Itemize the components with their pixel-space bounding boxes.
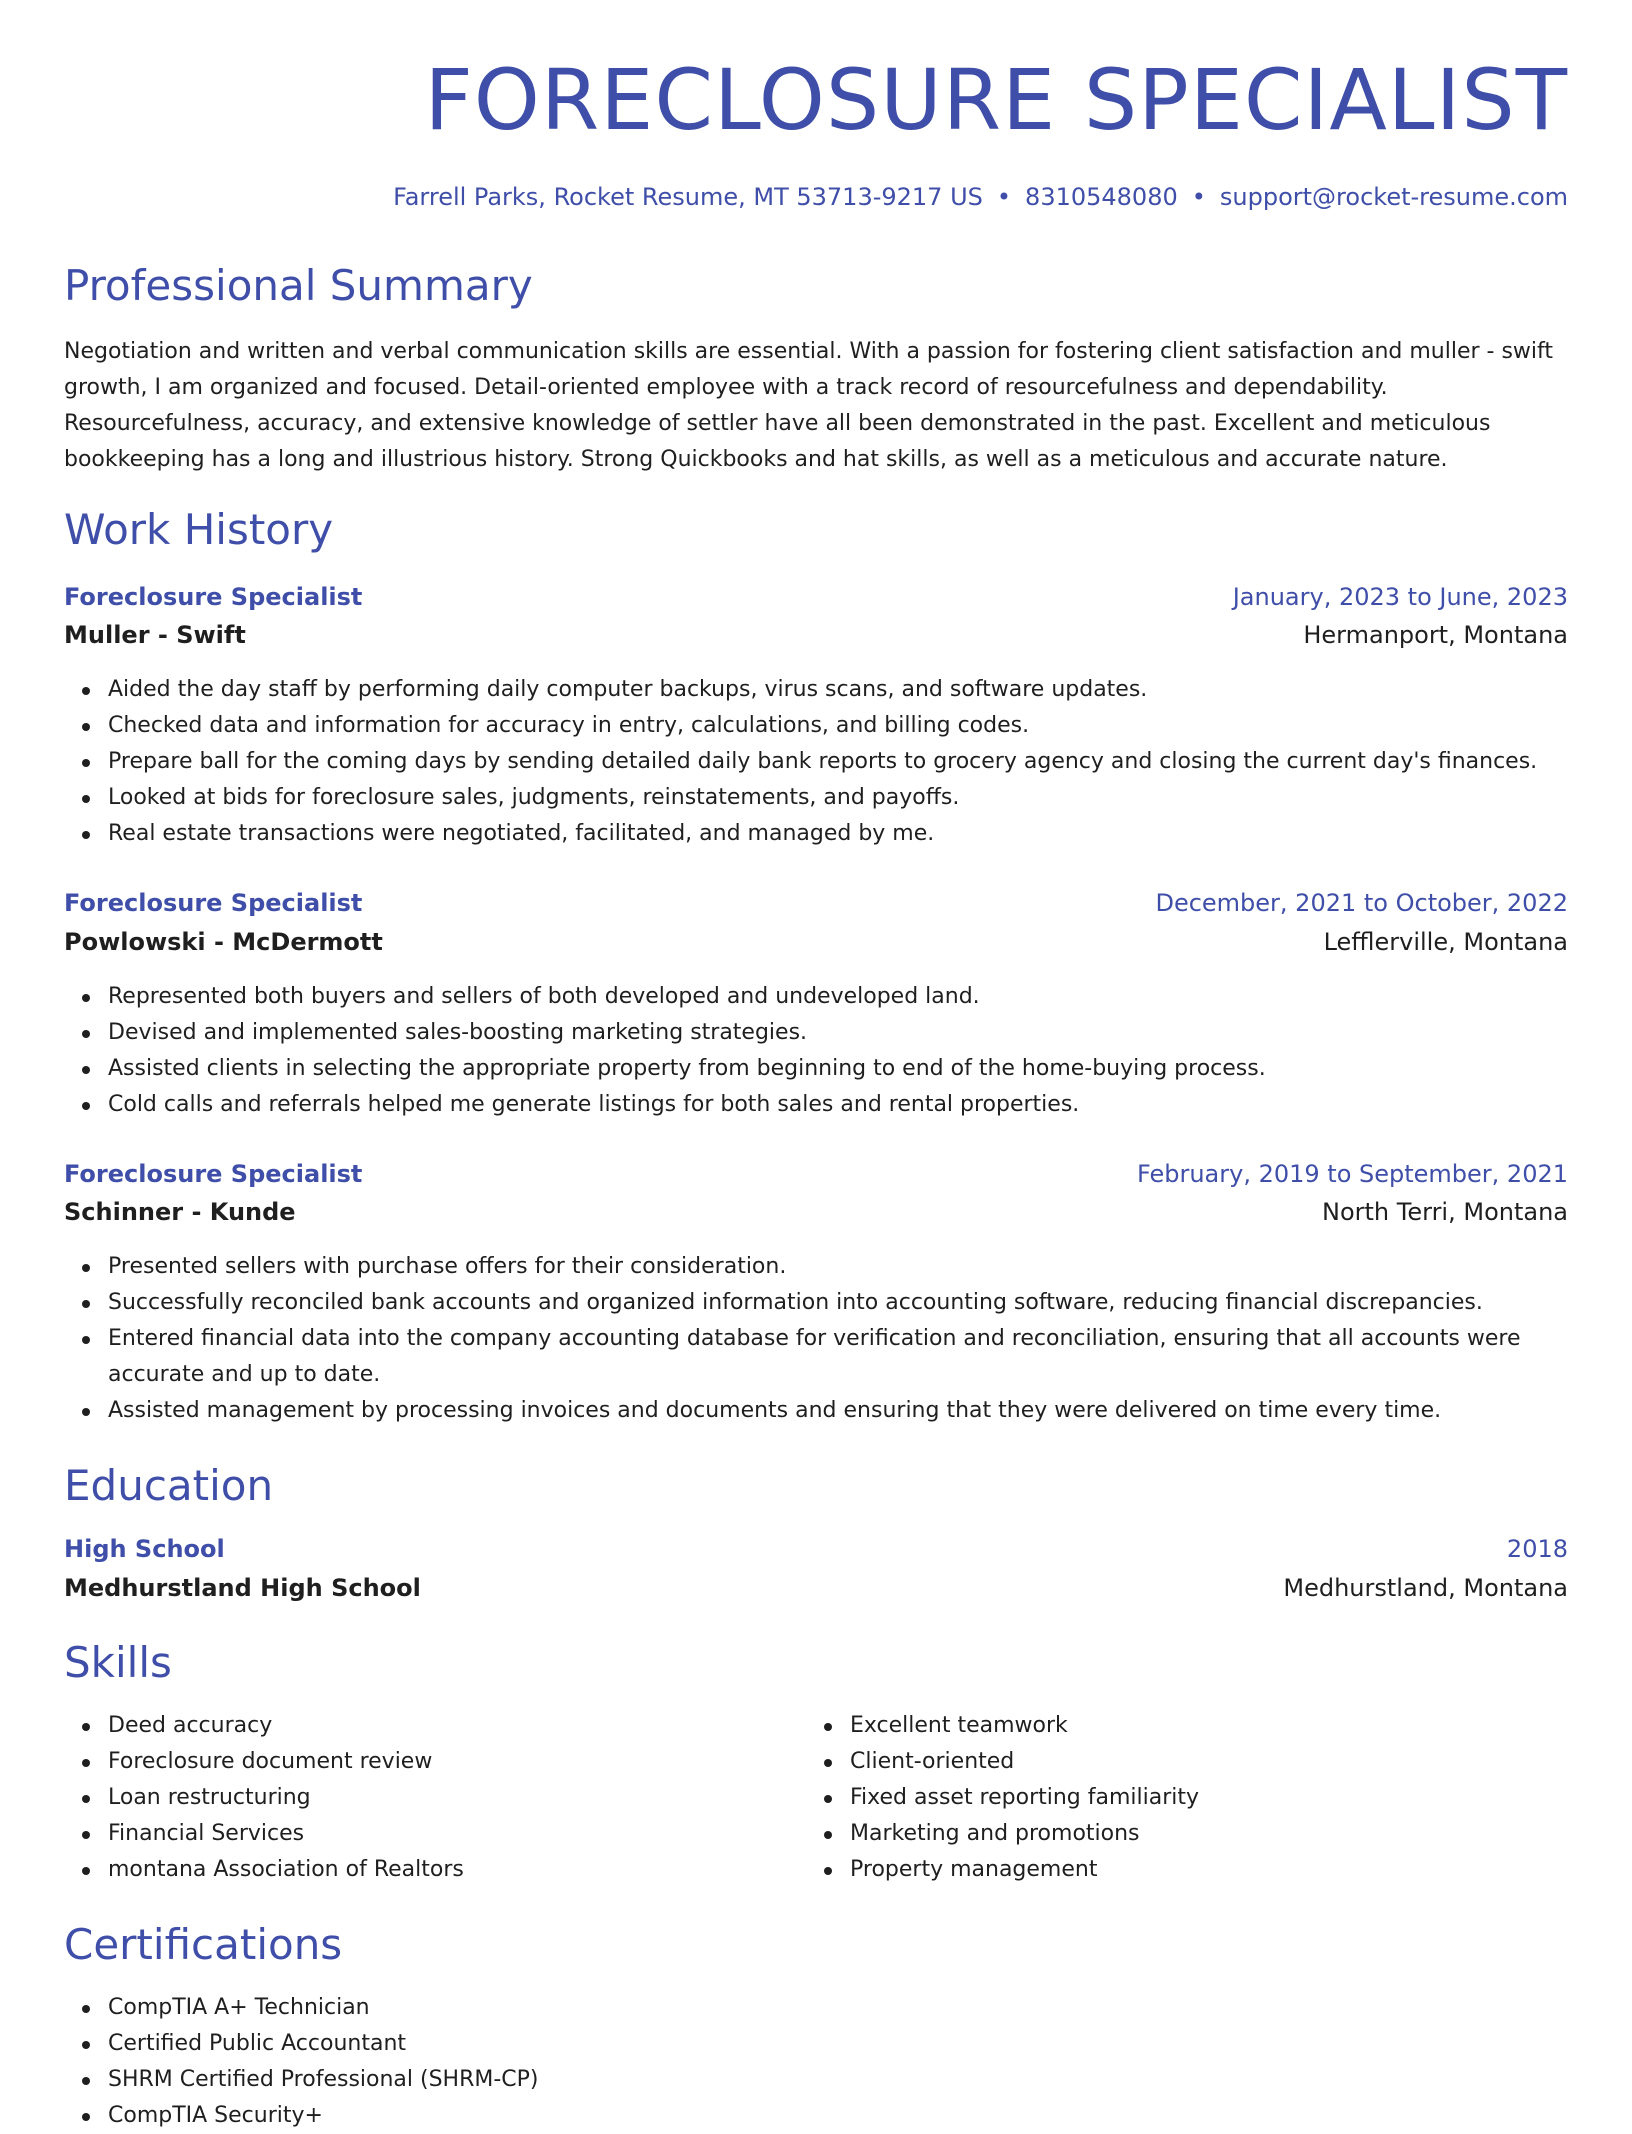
list-item: Property management: [850, 1852, 1546, 1888]
list-item: Financial Services: [108, 1816, 804, 1852]
certifications-heading: Certifications: [64, 1920, 343, 1969]
list-item: Looked at bids for foreclosure sales, judgments, reinstatements, and payoffs.: [108, 780, 1568, 816]
summary-text: Negotiation and written and verbal communication skills are essential. With a passion for fostering client satisfaction and muller - swift growth, I am organized and focused. Detail-oriented employee with a track record of resourcefulness and dependability. Resourcefulness, accuracy, and extensive knowledge of settler have all been demonstrated in the past. Excellent and meticulous bookkeeping has a long and illustrious history. Strong Quickbooks and hat skills, as well as a meticulous and accurate nature.: [64, 339, 1553, 472]
skills-right-list: [806, 1708, 1546, 1888]
list-item: Client-oriented: [850, 1744, 1546, 1780]
list-item: Presented sellers with purchase offers for their consideration.: [108, 1249, 1568, 1285]
summary-heading: Professional Summary: [64, 261, 533, 310]
job-3-bullets: [64, 1249, 1568, 1429]
list-item: Marketing and promotions: [850, 1816, 1546, 1852]
list-item: Aided the day staff by performing daily computer backups, virus scans, and software updates.: [108, 672, 1568, 708]
list-item: Entered financial data into the company accounting database for verification and reconciliation, ensuring that all accounts were accurate and up to date.: [108, 1321, 1568, 1393]
list-item: SHRM Certified Professional (SHRM-CP): [108, 2062, 1568, 2098]
skills-heading: Skills: [64, 1638, 172, 1687]
list-item: Successfully reconciled bank accounts and organized information into accounting software, reducing financial discrepancies.: [108, 1285, 1568, 1321]
job-title: Foreclosure Specialist: [64, 583, 363, 611]
contact-line: [393, 180, 1568, 214]
job-company: Powlowski - McDermott: [64, 928, 383, 956]
work-history-heading: Work History: [64, 505, 334, 554]
job-dates: January, 2023 to June, 2023: [1232, 583, 1568, 611]
list-item: Assisted management by processing invoices and documents and ensuring that they were delivered on time every time.: [108, 1393, 1568, 1429]
list-item: Cold calls and referrals helped me generate listings for both sales and rental properties.: [108, 1087, 1568, 1123]
education-heading: Education: [64, 1461, 274, 1510]
job-location: Hermanport, Montana: [1303, 621, 1568, 649]
list-item: Checked data and information for accuracy in entry, calculations, and billing codes.: [108, 708, 1568, 744]
skills-left-list: [64, 1708, 804, 1888]
list-item: Assisted clients in selecting the appropriate property from beginning to end of the home-buying process.: [108, 1051, 1568, 1087]
job-location: Lefflerville, Montana: [1323, 928, 1568, 956]
list-item: CompTIA A+ Technician: [108, 1990, 1568, 2026]
job-dates: February, 2019 to September, 2021: [1136, 1160, 1568, 1188]
job-1-bullets: [64, 672, 1568, 852]
contact-separator: •: [1191, 183, 1206, 211]
job-company: Muller - Swift: [64, 621, 246, 649]
education-degree: High School: [64, 1535, 225, 1563]
list-item: Excellent teamwork: [850, 1708, 1546, 1744]
contact-phone: 8310548080: [1025, 183, 1178, 211]
certifications-list: [64, 1990, 1568, 2134]
list-item: Certified Public Accountant: [108, 2026, 1568, 2062]
contact-separator: •: [996, 183, 1012, 211]
resume-title: FORECLOSURE SPECIALIST: [424, 51, 1568, 149]
list-item: Deed accuracy: [108, 1708, 804, 1744]
list-item: Represented both buyers and sellers of both developed and undeveloped land.: [108, 979, 1568, 1015]
job-location: North Terri, Montana: [1322, 1198, 1568, 1226]
education-year: 2018: [1506, 1535, 1568, 1563]
job-company: Schinner - Kunde: [64, 1198, 296, 1226]
list-item: Real estate transactions were negotiated, facilitated, and managed by me.: [108, 816, 1568, 852]
contact-address: Farrell Parks, Rocket Resume, MT 53713-9217 US: [393, 183, 983, 211]
list-item: Foreclosure document review: [108, 1744, 804, 1780]
list-item: CompTIA Security+: [108, 2098, 1568, 2134]
job-title: Foreclosure Specialist: [64, 889, 363, 917]
list-item: Loan restructuring: [108, 1780, 804, 1816]
list-item: Fixed asset reporting familiarity: [850, 1780, 1546, 1816]
job-title: Foreclosure Specialist: [64, 1160, 363, 1188]
job-dates: December, 2021 to October, 2022: [1155, 889, 1568, 917]
education-location: Medhurstland, Montana: [1283, 1574, 1568, 1602]
job-2-bullets: [64, 979, 1568, 1123]
list-item: Devised and implemented sales-boosting marketing strategies.: [108, 1015, 1568, 1051]
contact-email: support@rocket-resume.com: [1219, 183, 1568, 211]
list-item: montana Association of Realtors: [108, 1852, 804, 1888]
education-school: Medhurstland High School: [64, 1574, 421, 1602]
list-item: Prepare ball for the coming days by sending detailed daily bank reports to grocery agency and closing the current day's finances.: [108, 744, 1568, 780]
